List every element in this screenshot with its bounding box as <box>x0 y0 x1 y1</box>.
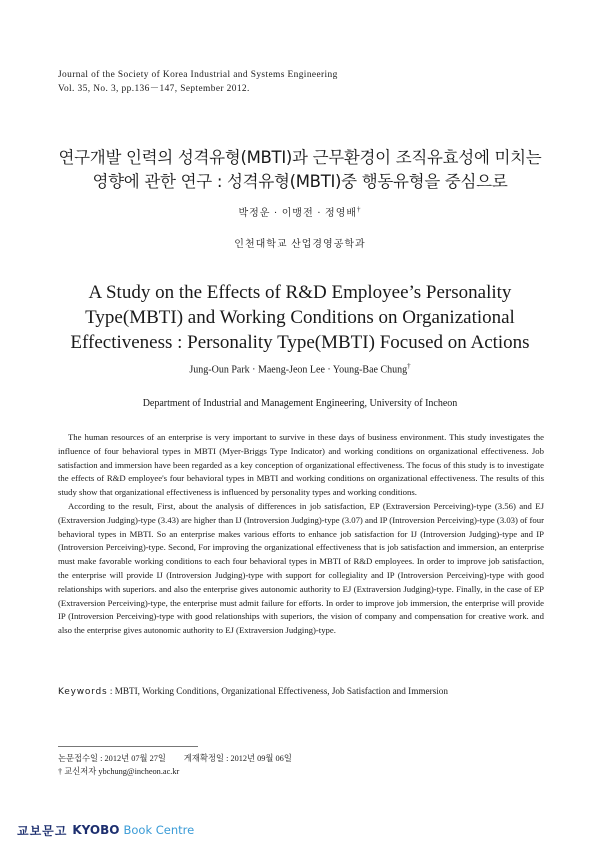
corresponding-mark: † <box>357 205 362 214</box>
footnote-dates <box>58 753 310 766</box>
logo-book-centre: Book Centre <box>123 823 195 837</box>
korean-author-names: 박정운 · 이맹전 · 정영배 <box>238 208 358 219</box>
korean-title <box>0 146 600 194</box>
journal-header <box>58 68 338 96</box>
english-title <box>0 280 600 355</box>
footnote-divider <box>58 746 198 747</box>
korean-title-line1: 연구개발 인력의 성격유형(MBTI)과 근무환경이 조직유효성에 미치는 <box>58 148 542 167</box>
received-date: 논문접수일 : 2012년 07월 27일 <box>58 754 166 763</box>
footnote <box>58 753 310 778</box>
keywords-separator: : <box>107 686 115 696</box>
english-author-names: Jung-Oun Park · Maeng-Jeon Lee · Young-Bae Chung <box>189 364 408 376</box>
corresponding-author: † 교신저자 ybchung@incheon.ac.kr <box>58 766 180 776</box>
keywords <box>58 686 448 697</box>
korean-title-line2: 영향에 관한 연구 : 성격유형(MBTI)중 행동유형을 중심으로 <box>92 172 508 191</box>
keywords-label: Keywords <box>58 687 108 697</box>
kyobo-logo <box>17 822 194 838</box>
english-authors <box>0 362 600 375</box>
journal-name: Journal of the Society of Korea Industrial and Systems Engineering <box>58 70 338 80</box>
abstract-paragraph-1: The human resources of an enterprise is very important to survive in these days of business environment. This study investigates the influence of four behavioral types in MBTI (Myer-Briggs Type Indicator) and working conditions on organizational effectiveness. Job satisfaction and immersion have been regarded as a key conception of organizational effectiveness. The focus of this study is to investigate the effects of R&D employee's four behavioral types in MBTI and working conditions on organizational effectiveness. The results of this study show that organizational effectiveness is influenced by personality types and working conditions. <box>58 432 544 498</box>
accepted-date: 게재확정일 : 2012년 09월 06일 <box>183 754 292 763</box>
english-affiliation: Department of Industrial and Management Engineering, University of Incheon <box>142 398 458 409</box>
keywords-text: MBTI, Working Conditions, Organizational Effectiveness, Job Satisfaction and Immersion <box>114 686 448 696</box>
korean-authors <box>0 204 600 219</box>
korean-affiliation: 인천대학교 산업경영공학과 <box>234 239 366 250</box>
english-title-line1: A Study on the Effects of R&D Employee’s Personality <box>88 282 512 303</box>
logo-kyobo: KYOBO <box>72 823 120 837</box>
journal-volume: Vol. 35, No. 3, pp.136－147, September 2012. <box>58 84 250 94</box>
english-corresponding-mark: † <box>407 362 411 370</box>
logo-korean: 교보문고 <box>17 823 68 838</box>
abstract-paragraph-2: According to the result, First, about the analysis of differences in job satisfaction, EP (Extraversion Perceiving)-type (3.56) and EJ (Extraversion Judging)-type (3.43) are higher than IJ (Introversion Judging)-type (3.07) and IP (Introversion Perceiving)-type (3.03) of four behavioral types in MBTI. So an enterprise makes various efforts to enhance job satisfaction for IJ (Introversion Judging)-type and IP (Introversion Perceiving)-type. Second, For improving the organizational effectiveness that is job satisfaction and immersion, an enterprise must make favorable working conditions to each four behavioral types in MBTI of R&D employees. In order to improve job satisfaction, the enterprise will provide IJ (Introversion Judging)-type with support for collegiality and IP (Introversion Perceiving)-type with good relationships with superiors. and also the enterprise gives autonomic authority to EJ (Extraversion Judging)-type. Finally, in the case of EP (Extraversion Perceiving)-type, the enterprise must admit failure for efforts. In order to improve job immersion, the enterprise will provide IP (Introversion Perceiving)-type with good relationships with superiors, the vision of company and compensation for creative work. and also the enterprise gives autonomic authority to EJ (Extraversion Judging)-type. <box>58 500 544 636</box>
abstract <box>58 431 544 638</box>
english-title-line2: Type(MBTI) and Working Conditions on Organizational <box>85 307 515 328</box>
english-title-line3: Effectiveness : Personality Type(MBTI) Focused on Actions <box>70 332 530 353</box>
